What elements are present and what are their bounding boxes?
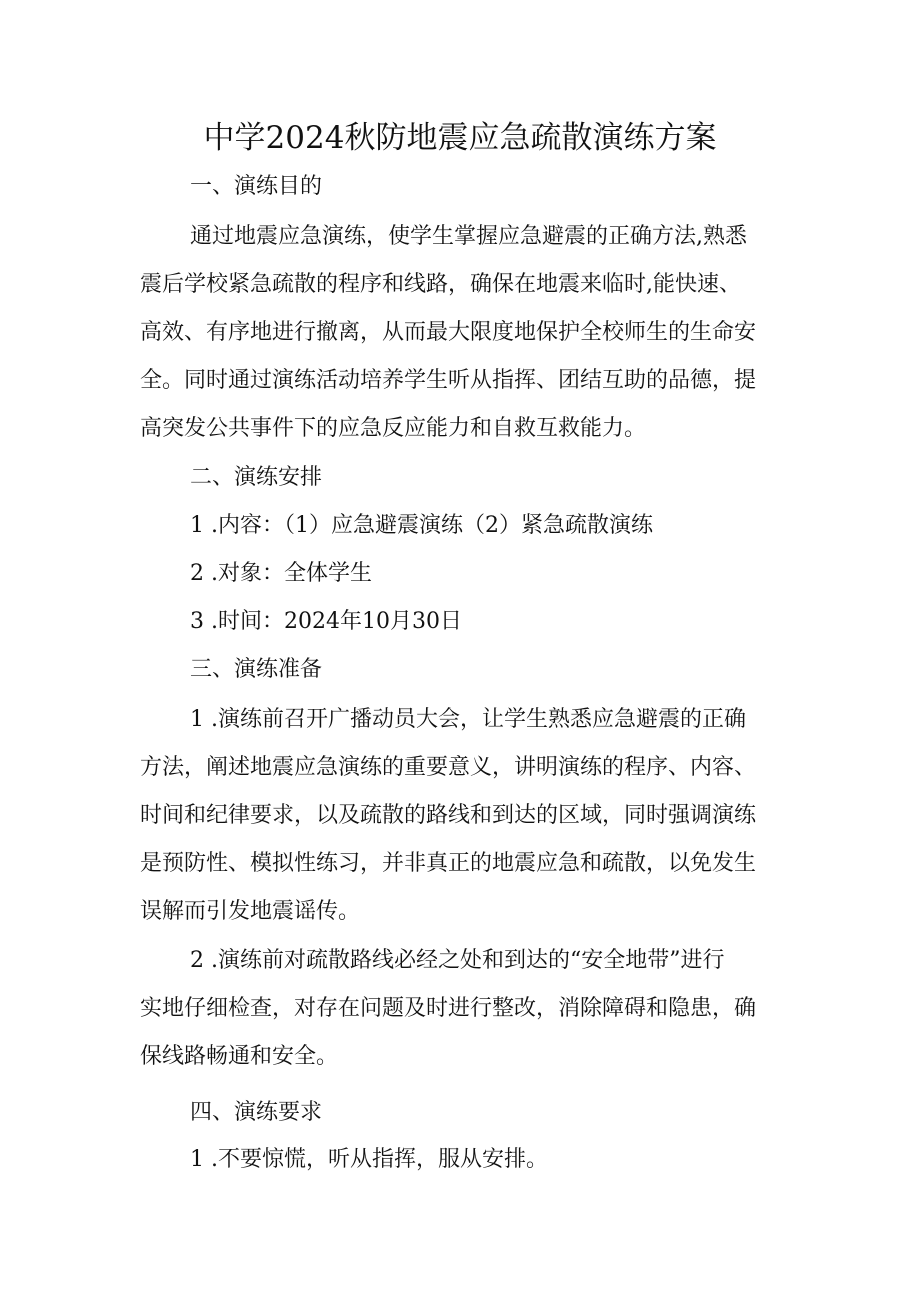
paragraph-line: 保线路畅通和安全。: [140, 1044, 339, 1069]
paragraph-line: 是预防性、模拟性练习，并非真正的地震应急和疏散，以免发生: [140, 851, 757, 876]
paragraph-line: 全。同时通过演练活动培养学生听从指挥、团结互助的品德，提: [140, 368, 757, 393]
paragraph-line: 高效、有序地进行撤离，从而最大限度地保护全校师生的生命安: [140, 320, 757, 345]
list-item: 2 .对象：全体学生: [190, 561, 372, 586]
paragraph-line: 误解而引发地震谣传。: [140, 899, 361, 924]
section-heading-purpose: 一、演练目的: [190, 174, 323, 199]
paragraph-line: 通过地震应急演练，使学生掌握应急避震的正确方法,熟悉: [190, 224, 747, 249]
paragraph-line: 方法，阐述地震应急演练的重要意义，讲明演练的程序、内容、: [140, 755, 757, 780]
document-title: 中学2024秋防地震应急疏散演练方案: [203, 120, 717, 156]
section-heading-arrangement: 二、演练安排: [190, 465, 323, 490]
list-item: 3 .时间：2024年10月30日: [190, 609, 462, 634]
list-item: 1 .内容：（1）应急避震演练（2）紧急疏散演练: [190, 513, 653, 538]
paragraph-line: 2 .演练前对疏散路线必经之处和到达的“安全地带”进行: [190, 948, 725, 973]
paragraph-line: 1 .演练前召开广播动员大会，让学生熟悉应急避震的正确: [190, 707, 746, 732]
section-heading-requirements: 四、演练要求: [190, 1100, 323, 1125]
paragraph-line: 高突发公共事件下的应急反应能力和自救互救能力。: [140, 416, 647, 441]
paragraph-line: 实地仔细检查，对存在问题及时进行整改，消除障碍和隐患，确: [140, 996, 757, 1021]
paragraph-line: 时间和纪律要求，以及疏散的路线和到达的区域，同时强调演练: [140, 803, 757, 828]
list-item: 1 .不要惊慌，听从指挥，服从安排。: [190, 1147, 548, 1172]
paragraph-line: 震后学校紧急疏散的程序和线路，确保在地震来临时,能快速、: [140, 272, 741, 297]
section-heading-preparation: 三、演练准备: [190, 657, 323, 682]
